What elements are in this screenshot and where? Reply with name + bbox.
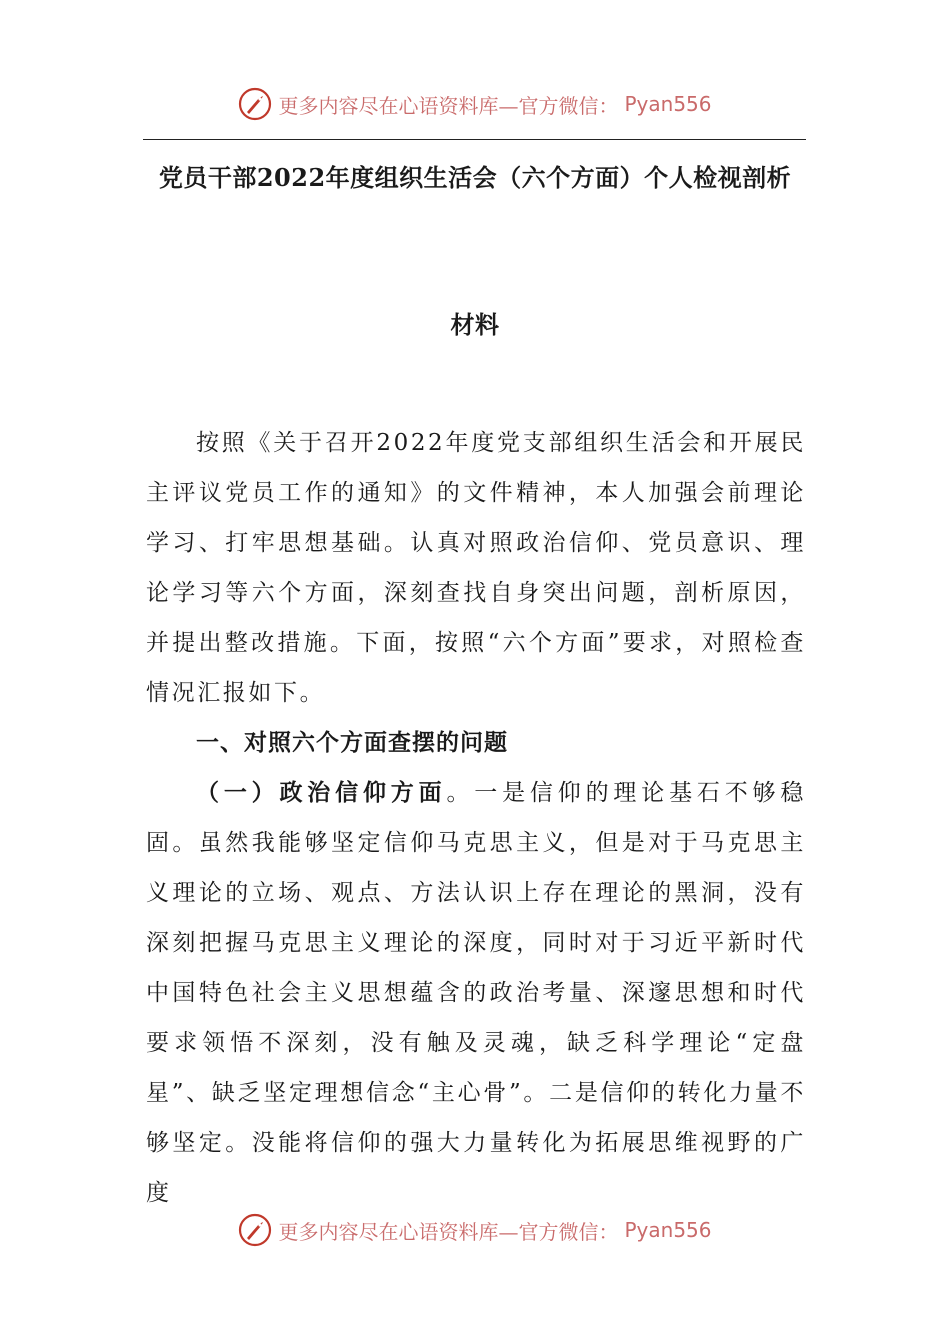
section-heading: 一、对照六个方面查摆的问题 — [196, 729, 508, 756]
subsection-body: 。一是信仰的理论基石不够稳固。虽然我能够坚定信仰马克思主义，但是对于马克思主义理论的立场、观点、方法认识上存在理论的黑洞，没有深刻把握马克思主义理论的深度，同时对于习近平新时代中国特色社会主义思想蕴含的政治考量、深邃思想和时代要求领悟不深刻，没有触及灵魂，缺乏科学理论“定盘星”、缺乏坚定理想信念“主心骨”。二是信仰的转化力量不够坚定。没能将信仰的强大力量转化为拓展思维视野的广度 — [146, 780, 806, 1206]
watermark-wechat-id: Pyan556 — [624, 92, 712, 116]
header-divider — [143, 139, 806, 140]
watermark-wechat-id: Pyan556 — [624, 1218, 712, 1242]
document-body — [146, 418, 806, 1218]
pen-nib-logo-icon — [238, 1213, 272, 1247]
pen-nib-logo-icon — [238, 87, 272, 121]
watermark-footer — [0, 1210, 950, 1250]
document-title-line2: 材料 — [450, 310, 500, 339]
subsection-paragraph — [146, 768, 806, 1218]
watermark-header — [0, 84, 950, 124]
subsection-heading: （一）政治信仰方面 — [196, 779, 447, 806]
intro-paragraph: 按照《关于召开2022年度党支部组织生活会和开展民主评议党员工作的通知》的文件精神，本人加强会前理论学习、打牢思想基础。认真对照政治信仰、党员意识、理论学习等六个方面，深刻查找自身突出问题，剖析原因，并提出整改措施。下面，按照“六个方面”要求，对照检查情况汇报如下。 — [146, 430, 806, 706]
watermark-text: 更多内容尽在心语资料库—官方微信： — [278, 1219, 619, 1244]
document-title-line1: 党员干部2022年度组织生活会（六个方面）个人检视剖析 — [158, 163, 792, 192]
watermark-text: 更多内容尽在心语资料库—官方微信： — [278, 93, 619, 118]
